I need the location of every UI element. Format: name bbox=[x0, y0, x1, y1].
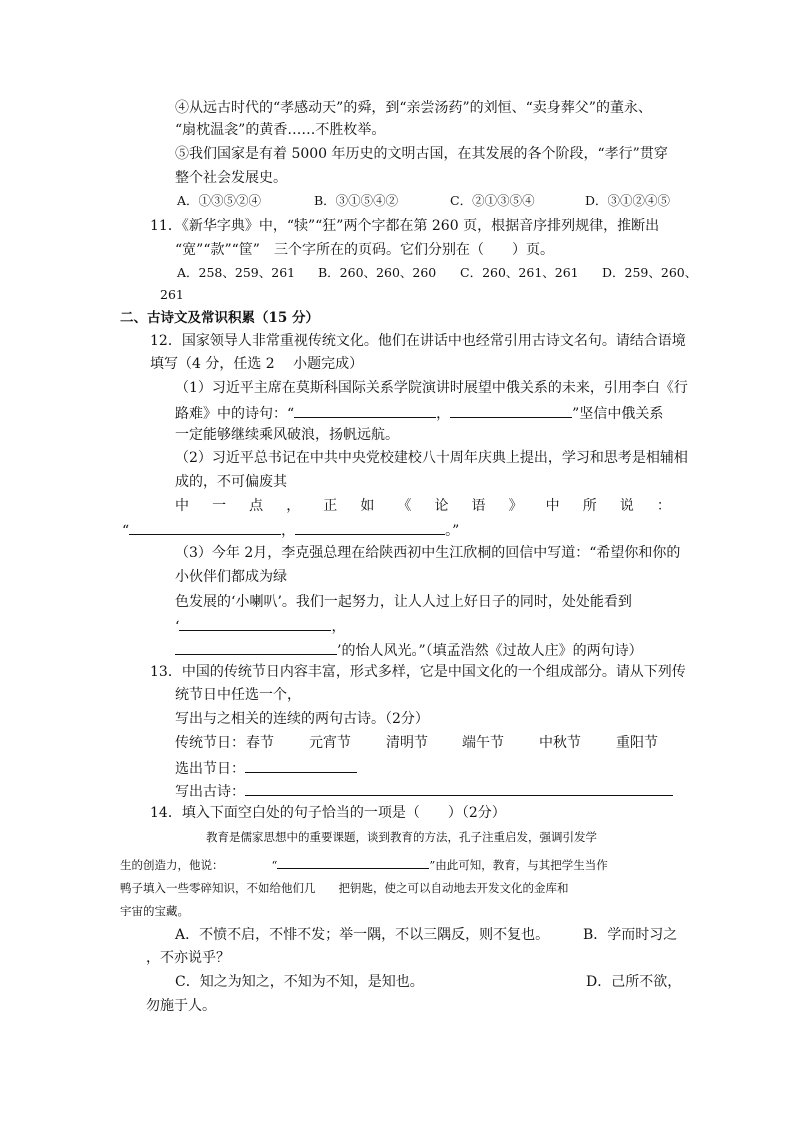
q12-sub2-blank-1[interactable] bbox=[129, 519, 281, 535]
q12-sub2-char: 如 bbox=[360, 498, 375, 514]
q13-poem-line bbox=[175, 780, 673, 802]
section-title: 二、古诗文及常识积累（15 分） bbox=[120, 310, 319, 326]
q14-passage-line3: 鸭子填入一些零碎知识，不如给他们几 把钥匙，使之可以自动地去开发文化的金库和 bbox=[120, 881, 569, 895]
q13-festival-zhongqiu: 中秋节 bbox=[539, 735, 581, 751]
q11-stem-line2: “宽”“款”“筐” 三个字所在的页码。它们分别在（ ）页。 bbox=[175, 242, 554, 258]
q10-option-a: A．①③⑤②④ bbox=[177, 193, 262, 208]
q14-option-d-wrap: 勿施于人。 bbox=[146, 998, 216, 1014]
q12-sub3-line3: 色发展的‘小喇叭’。我们一起努力，让人人过上好日子的同时，处处能看到 bbox=[175, 594, 632, 610]
q14-passage-tail: ”由此可知，教育，与其把学生当作 bbox=[429, 858, 608, 872]
q10-option-c: C．②①③⑤④ bbox=[450, 193, 535, 208]
q12-sub2-char: 论 bbox=[434, 498, 449, 514]
q12-sub2-line3 bbox=[175, 496, 671, 516]
q13-festival-qingming: 清明节 bbox=[386, 735, 428, 751]
q12-sub1-blank-2[interactable] bbox=[450, 402, 572, 418]
q10-item5-line1: ⑤我们国家是有着 5000 年历史的文明古国，在其发展的各个阶段，“孝行”贯穿 bbox=[175, 146, 668, 162]
q12-sub3-line4 bbox=[175, 615, 345, 637]
q12-sub2-comma: ， bbox=[281, 523, 296, 539]
q12-sub1-line1: （1）习近平主席在莫斯科国际关系学院演讲时展望中俄关系的未来，引用李白《行 bbox=[175, 380, 688, 396]
q12-sub1-comma: ， bbox=[436, 406, 451, 422]
q14-option-d: D．己所不欲， bbox=[586, 974, 682, 990]
q12-sub1-line2 bbox=[175, 402, 663, 424]
q13-pick-label: 选出节日： bbox=[175, 761, 245, 777]
q12-sub3-tail: ’的怡人风光。”（填孟浩然《过故人庄》的两句诗） bbox=[337, 643, 643, 659]
q14-passage-line2 bbox=[120, 853, 608, 875]
q10-item4-line2: “扇枕温衾”的黄香……不胜枚举。 bbox=[175, 122, 386, 138]
q12-sub3-comma: ， bbox=[331, 619, 346, 635]
q12-sub2-char: 所 bbox=[582, 498, 597, 514]
q12-stem-line1: 12．国家领导人非常重视传统文化。他们在讲话中也经常引用古诗文名句。请结合语境 bbox=[150, 333, 686, 349]
q12-sub2-char: 《 bbox=[397, 498, 412, 514]
q13-stem-line2: 统节日中任选一个， bbox=[175, 687, 301, 703]
q12-sub2-char: 一 bbox=[212, 498, 227, 514]
q10-option-b: B．③①⑤④② bbox=[314, 193, 399, 208]
q12-sub2-char: ， bbox=[286, 498, 301, 514]
q14-option-b: B．学而时习之 bbox=[583, 927, 678, 943]
q14-option-c: C．知之为知之，不知为不知，是知也。 bbox=[175, 974, 424, 990]
q10-option-d: D．③①②④⑤ bbox=[585, 193, 671, 208]
q10-item4-line1: ④从远古时代的“孝感动天”的舜，到“亲尝汤药”的刘恒、“卖身葬父”的董永、 bbox=[175, 100, 652, 116]
q12-sub2-char: 正 bbox=[323, 498, 338, 514]
q11-option-a: A．258、259、261 bbox=[177, 265, 296, 280]
q12-sub2-char: 点 bbox=[249, 498, 264, 514]
q14-passage-line1: 教育是儒家思想中的重要课题，谈到教育的方法，孔子注重启发，强调引发学 bbox=[206, 830, 597, 844]
q12-sub1-blank-1[interactable] bbox=[294, 402, 436, 418]
q12-sub2-char: 中 bbox=[175, 498, 189, 514]
q12-sub2-open-quote: “ bbox=[122, 523, 130, 539]
q12-sub3-line2: 小伙伴们都成为绿 bbox=[175, 569, 287, 585]
q11-option-b: B．260、260、260 bbox=[318, 265, 437, 280]
q13-poem-label: 写出古诗： bbox=[175, 784, 245, 800]
q12-sub3-line1: （3）今年 2月，李克强总理在给陕西初中生江欣桐的回信中写道：“希望你和你的 bbox=[175, 545, 681, 561]
q13-festival-yuanxiao: 元宵节 bbox=[309, 735, 351, 751]
q13-festival-chunjie: 春节 bbox=[246, 735, 274, 751]
q12-sub3-blank-1[interactable] bbox=[179, 615, 331, 631]
q12-sub2-char: 》 bbox=[508, 498, 523, 514]
q13-stem-line1: 13．中国的传统节日内容丰富，形式多样，它是中国文化的一个组成部分。请从下列传 bbox=[150, 664, 686, 680]
q11-option-d: D．259、260、 bbox=[602, 265, 698, 280]
q13-festival-duanwu: 端午节 bbox=[462, 735, 504, 751]
q14-passage-blank[interactable] bbox=[277, 853, 429, 869]
q14-passage-lead: 生的创造力，他说： bbox=[120, 858, 224, 872]
q14-passage-line4: 宇宙的宝藏。 bbox=[120, 904, 189, 918]
q14-option-b-wrap: ，不亦说乎？ bbox=[146, 950, 230, 966]
q12-sub2-char: 说 bbox=[619, 498, 634, 514]
q11-option-d-wrap: 261 bbox=[160, 287, 184, 302]
q12-stem-line2: 填写（4 分，任选 2 小题完成） bbox=[150, 356, 364, 372]
q13-festival-label: 传统节日： bbox=[175, 735, 245, 751]
q14-option-a: A．不愤不启，不悱不发；举一隅，不以三隅反，则不复也。 bbox=[175, 927, 550, 943]
q12-sub3-blank-2[interactable] bbox=[175, 639, 337, 655]
q12-sub2-char: 中 bbox=[545, 498, 560, 514]
q11-stem-line1: 11．《新华字典》中，“犊”“狂”两个字都在第 260 页，根据音序排列规律，推断出 bbox=[150, 218, 660, 234]
q12-sub1-prefix: 路难》中的诗句：“ bbox=[175, 406, 295, 422]
q12-sub2-char: 语 bbox=[471, 498, 486, 514]
q12-sub3-open-quote: ‘ bbox=[175, 619, 180, 635]
q12-sub2-close: 。” bbox=[445, 523, 460, 539]
q12-sub2-char: ： bbox=[656, 498, 671, 514]
q14-stem: 14．填入下面空白处的句子恰当的一项是（ ）（2分） bbox=[150, 805, 506, 821]
q12-sub1-suffix: ”坚信中俄关系 bbox=[572, 406, 664, 422]
q12-sub2-line1: （2）习近平总书记在中共中央党校建校八十周年庆典上提出，学习和思考是相辅相 bbox=[175, 450, 688, 466]
q12-sub1-line3: 一定能够继续乘风破浪，扬帆远航。 bbox=[175, 427, 399, 443]
q11-option-c: C．260、261、261 bbox=[460, 265, 579, 280]
q12-sub3-line5 bbox=[175, 639, 643, 661]
q13-pick-blank[interactable] bbox=[245, 757, 357, 773]
q13-pick-line bbox=[175, 757, 357, 779]
q10-item5-line2: 整个社会发展史。 bbox=[175, 170, 287, 186]
q14-passage-open-quote: “ bbox=[271, 858, 278, 872]
q13-stem-line3: 写出与之相关的连续的两句古诗。（2分） bbox=[175, 711, 429, 727]
q12-sub2-blank-2[interactable] bbox=[295, 519, 445, 535]
q12-sub2-line2: 成的，不可偏废其 bbox=[175, 474, 287, 490]
q12-sub2-line4 bbox=[122, 519, 459, 541]
q13-poem-blank[interactable] bbox=[245, 780, 673, 796]
q13-festival-chongyang: 重阳节 bbox=[616, 735, 658, 751]
